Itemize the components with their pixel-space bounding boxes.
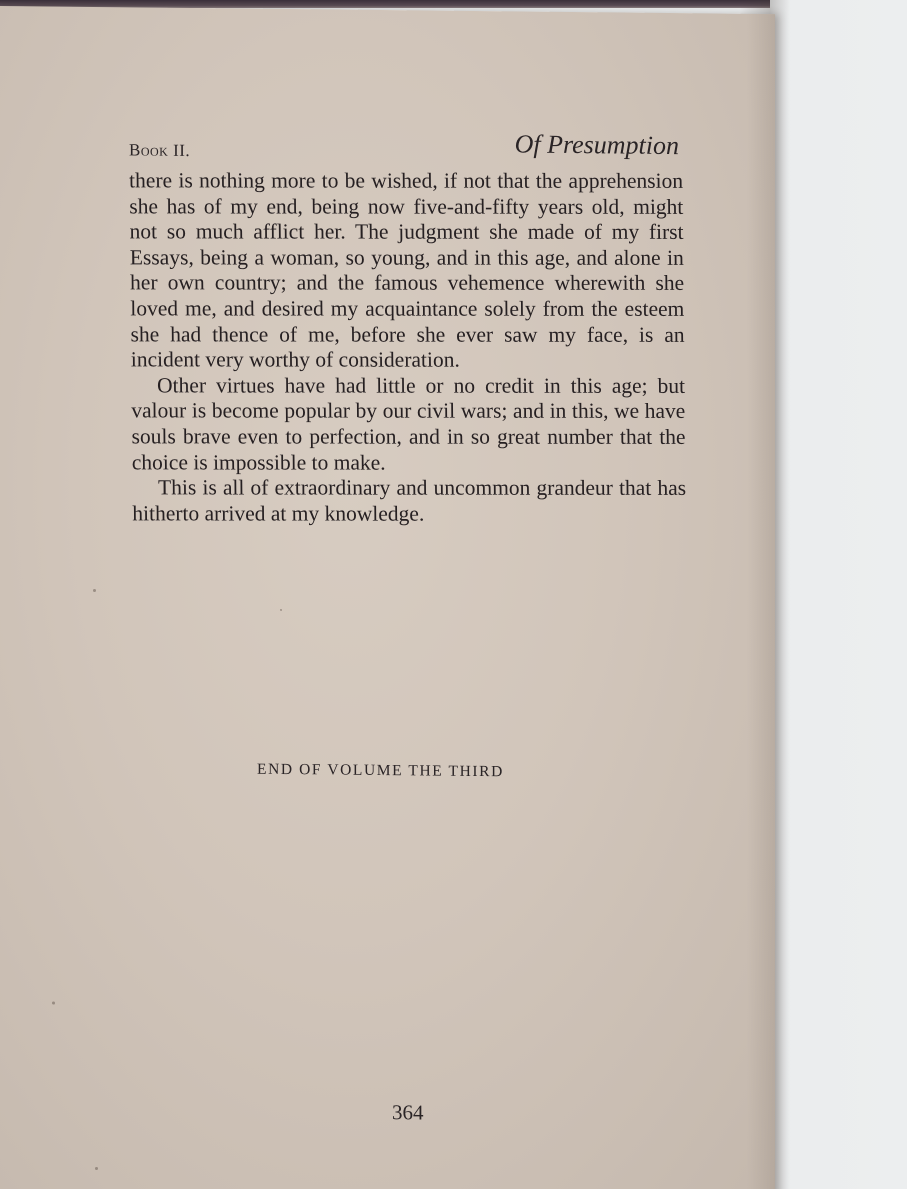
book-number: II. — [173, 140, 191, 160]
body-text — [129, 168, 686, 527]
paper-speck — [280, 609, 282, 611]
running-head — [129, 125, 679, 167]
book-page — [0, 6, 775, 1189]
end-of-volume-note: END OF VOLUME THE THIRD — [257, 760, 504, 781]
paper-speck — [95, 1167, 98, 1170]
paragraph-2: Other virtues have had little or no credit in this age; but valour is become popular by our civil wars; and in this, we have souls brave even to perfection, and in so great number that the choice is impossible to make. — [131, 373, 686, 475]
page-number: 364 — [392, 1100, 424, 1125]
page-edge-shade — [747, 14, 775, 1189]
chapter-title: Of Presumption — [514, 129, 679, 161]
book-label-initial: B — [129, 140, 141, 160]
book-label — [129, 140, 190, 161]
paragraph-3: This is all of extraordinary and uncommon grandeur that has hitherto arrived at my knowledge. — [132, 475, 687, 526]
paper-speck — [52, 1002, 55, 1005]
book-label-rest: ook — [140, 140, 169, 160]
paper-speck — [93, 589, 96, 592]
paragraph-1: there is nothing more to be wished, if not that the apprehension she has of my end, being now five-and-fifty years old, might not so much afflict her. The judgment she made of my first Essays, being a woman, so young, and in this age, and alone in her own country; and the famous vehemence wherewith she loved me, and desired my acquaintance solely from the esteem she had thence of me, before she ever saw my face, is an incident very worthy of consideration. — [129, 168, 685, 372]
